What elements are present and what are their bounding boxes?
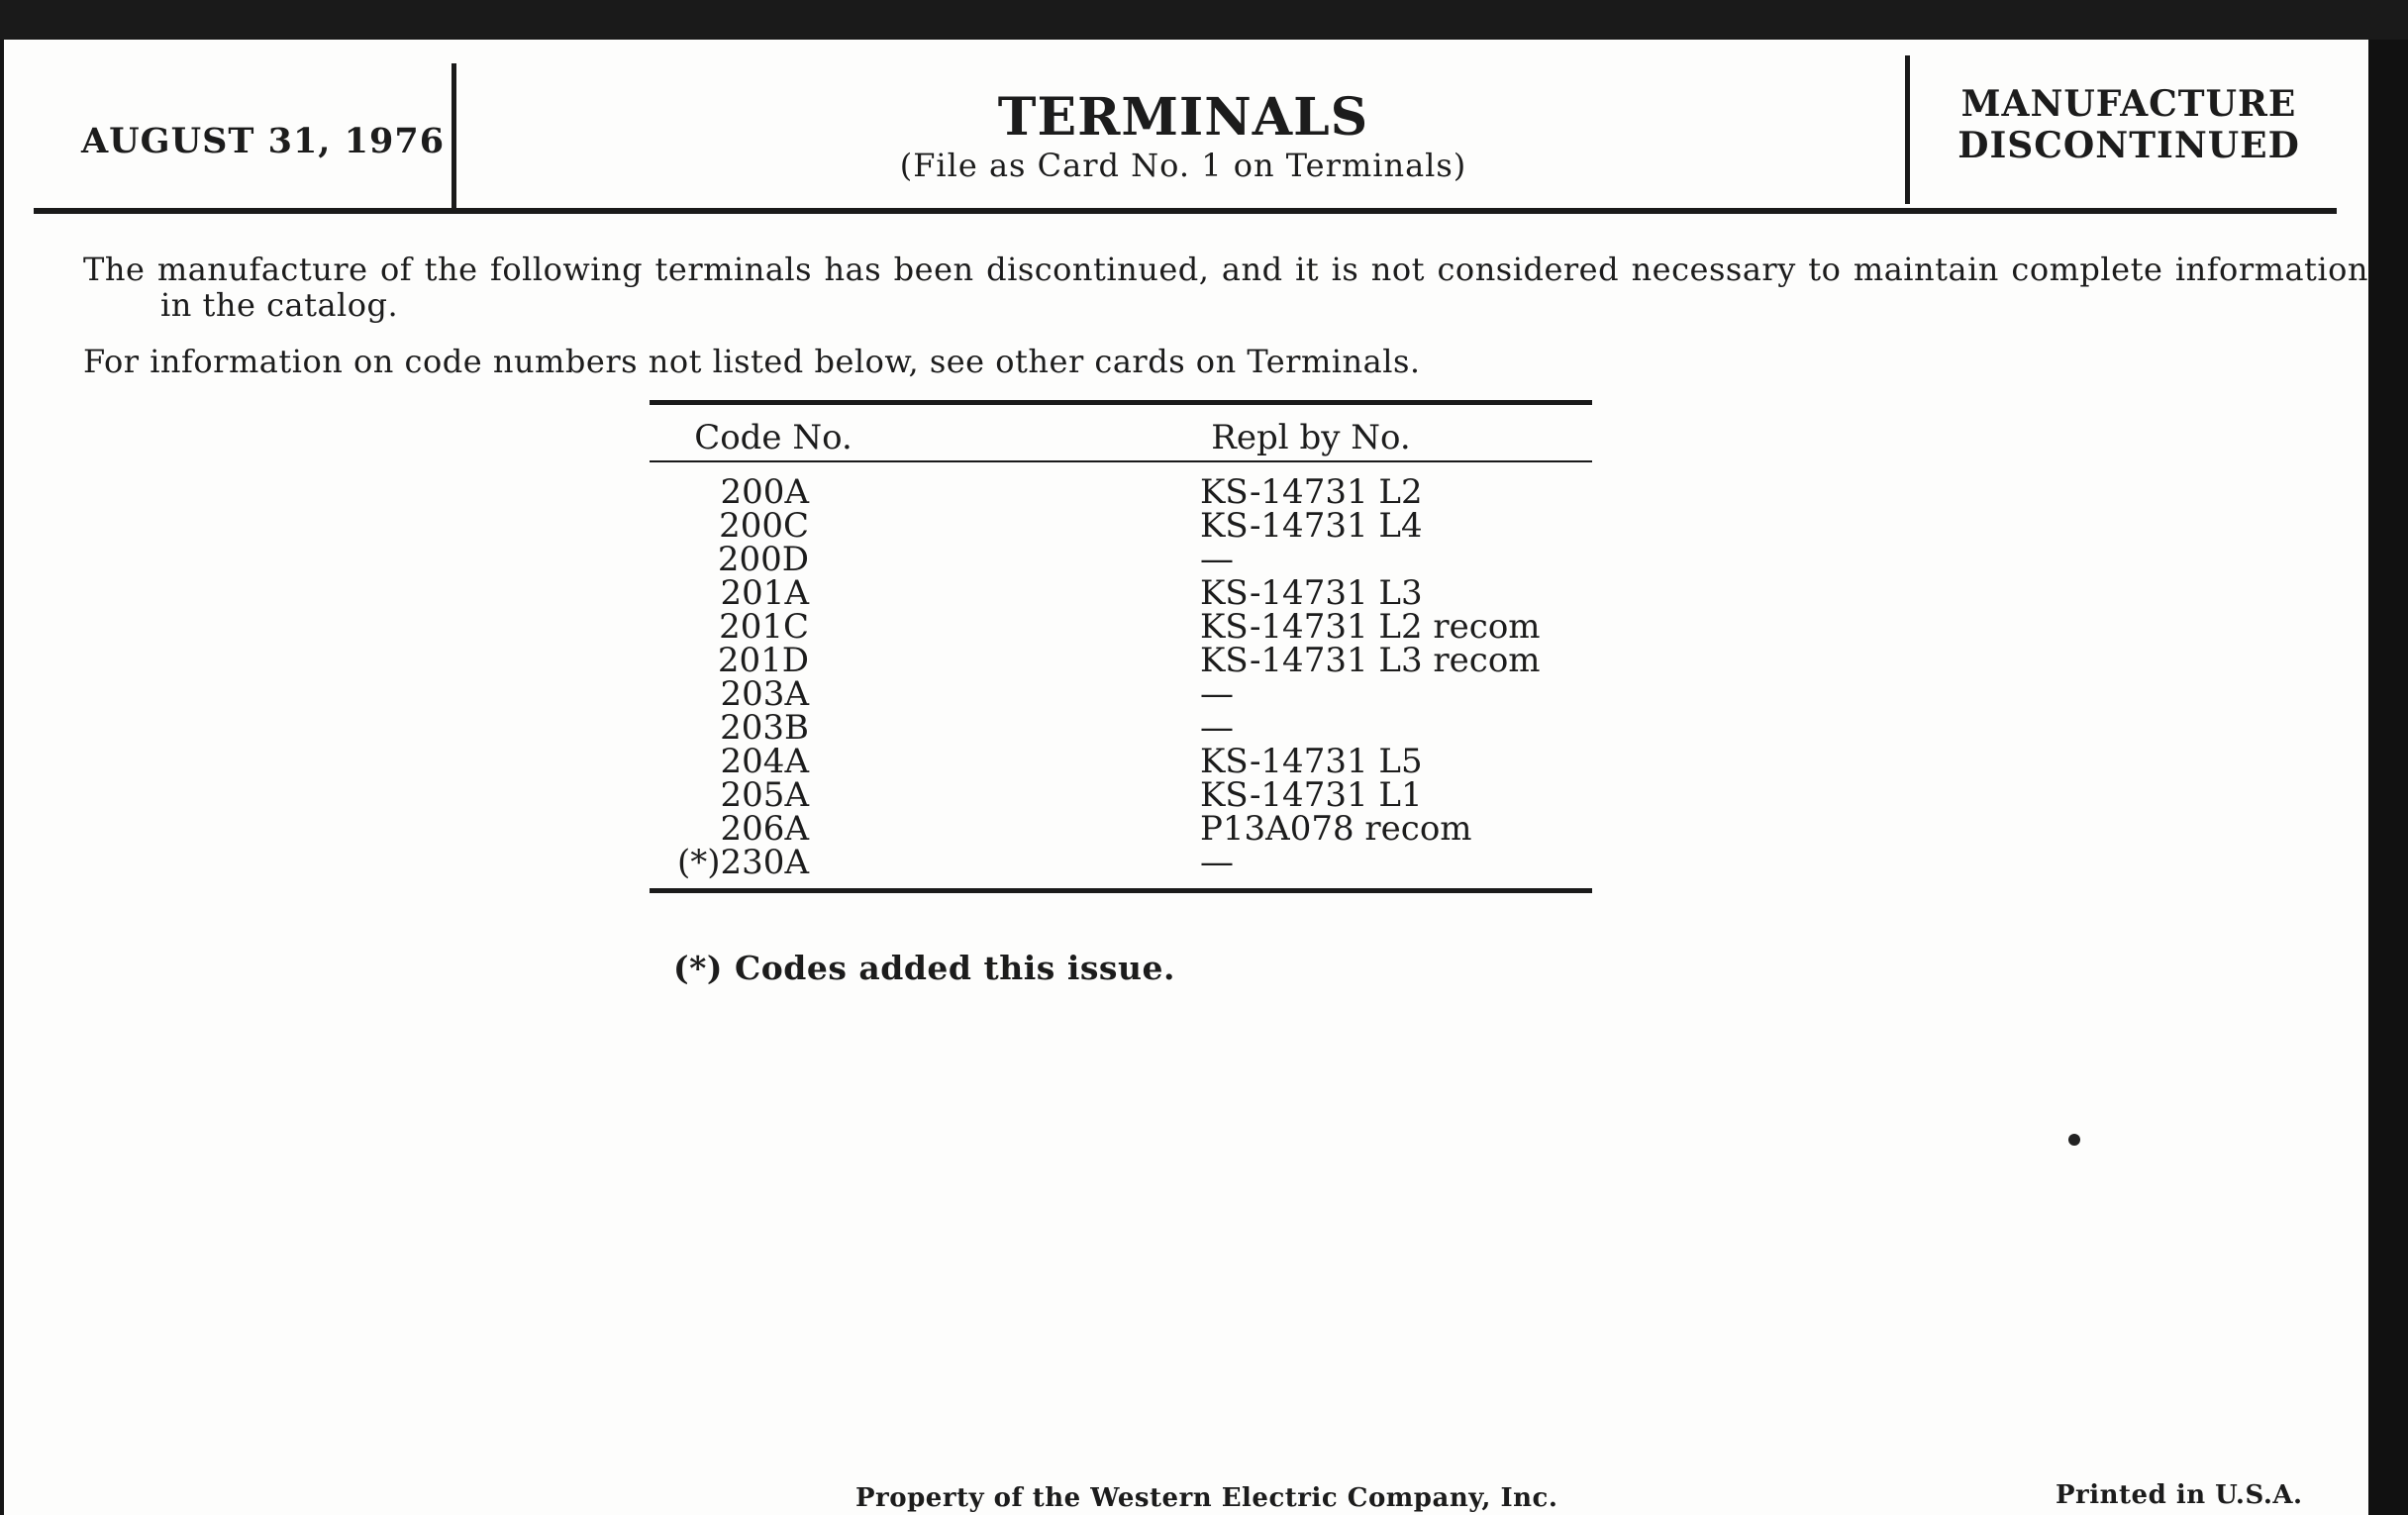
printed-notice: Printed in U.S.A.: [2056, 1480, 2303, 1510]
table-row: [650, 708, 1592, 748]
intro-paragraph: The manufacture of the following terminals has been discontinued, and it is not considered necessary to maintain complete information in the catalog.: [83, 251, 2368, 324]
status-label: [1951, 83, 2307, 166]
code-cell: (*)230A: [677, 843, 809, 882]
table-row: [650, 809, 1592, 849]
code-cell: 200A: [720, 472, 809, 512]
issue-date: AUGUST 31, 1976: [81, 121, 446, 161]
header-rule: [34, 208, 2337, 214]
table-row: [650, 607, 1592, 647]
table-top-rule: [650, 400, 1592, 405]
table-body: [650, 472, 1592, 882]
repl-cell: —: [1200, 843, 1234, 882]
code-cell: 205A: [720, 775, 809, 815]
property-notice: Property of the Western Electric Company, Inc.: [855, 1483, 1558, 1513]
table-footnote: (*) Codes added this issue.: [673, 949, 1175, 987]
repl-cell: KS-14731 L3: [1200, 573, 1423, 613]
scan-speck: [2068, 1134, 2080, 1146]
table-row: [650, 775, 1592, 815]
repl-cell: KS-14731 L5: [1200, 742, 1423, 781]
table-row: [650, 472, 1592, 512]
repl-cell: KS-14731 L2: [1200, 472, 1423, 512]
note-paragraph: For information on code numbers not listed below, see other cards on Terminals.: [83, 343, 1421, 380]
code-cell: 200C: [719, 506, 809, 546]
code-cell: 201D: [717, 641, 809, 680]
table-row: [650, 573, 1592, 613]
code-cell: 201C: [719, 607, 809, 647]
table-row: [650, 641, 1592, 680]
column-header-code: Code No.: [694, 418, 853, 457]
repl-cell: KS-14731 L3 recom: [1200, 641, 1541, 680]
repl-cell: KS-14731 L1: [1200, 775, 1423, 815]
code-cell: 204A: [720, 742, 809, 781]
table-bottom-rule: [650, 888, 1592, 893]
scan-border-top: [0, 0, 2408, 40]
scan-border-right: [2368, 40, 2408, 1515]
repl-cell: —: [1200, 674, 1234, 714]
catalog-card: [4, 40, 2368, 1515]
table-row: [650, 843, 1592, 882]
code-cell: 201A: [720, 573, 809, 613]
code-cell: 206A: [720, 809, 809, 849]
repl-cell: —: [1200, 540, 1234, 579]
table-header-rule: [650, 460, 1592, 462]
card-subtitle: (File as Card No. 1 on Terminals): [899, 147, 1467, 184]
status-line-2: DISCONTINUED: [1957, 125, 2300, 166]
repl-cell: P13A078 recom: [1200, 809, 1472, 849]
code-cell: 203B: [720, 708, 809, 748]
code-cell: 203A: [720, 674, 809, 714]
repl-cell: KS-14731 L4: [1200, 506, 1423, 546]
card-title: TERMINALS: [997, 87, 1369, 148]
column-header-repl: Repl by No.: [1211, 418, 1411, 457]
table-row: [650, 742, 1592, 781]
repl-cell: —: [1200, 708, 1234, 748]
table-row: [650, 674, 1592, 714]
table-row: [650, 506, 1592, 546]
status-line-1: MANUFACTURE: [1960, 83, 2297, 125]
table-row: [650, 540, 1592, 579]
header-divider-right: [1905, 55, 1910, 204]
code-cell: 200D: [717, 540, 809, 579]
repl-cell: KS-14731 L2 recom: [1200, 607, 1541, 647]
